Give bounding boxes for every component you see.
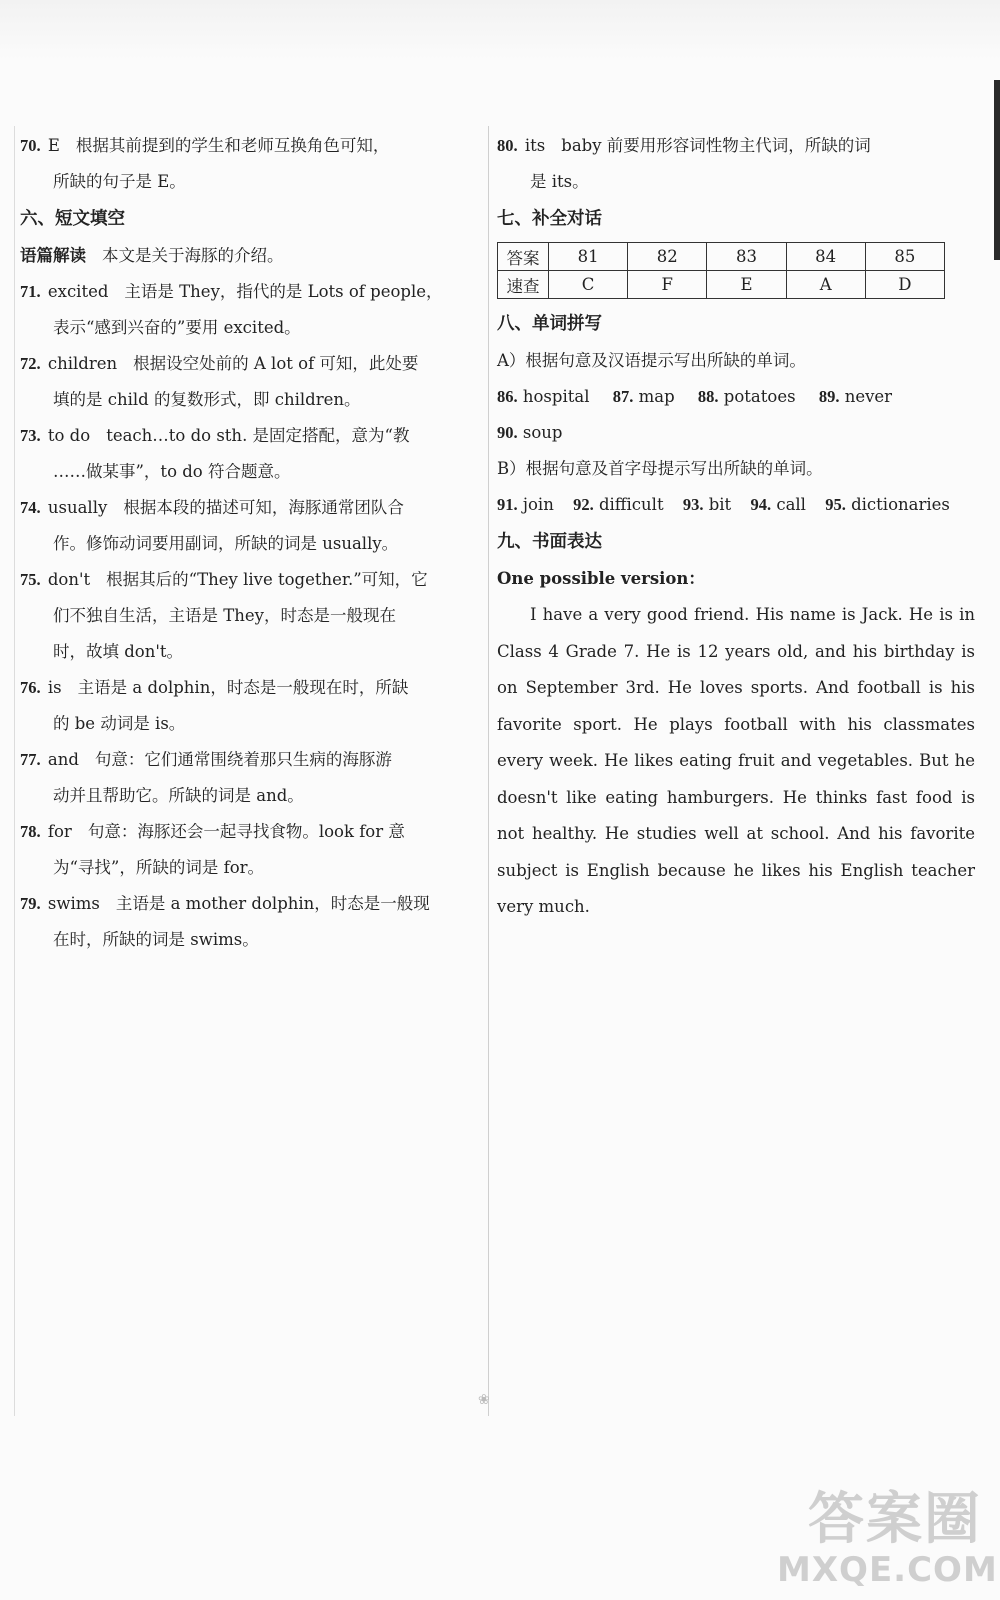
item-number: 86. bbox=[497, 387, 518, 406]
item-explanation-cont: 们不独自生活，主语是 They，时态是一般现在 bbox=[53, 606, 396, 625]
word-answers-a-cont bbox=[497, 415, 975, 451]
section-heading-9: 九、书面表达 bbox=[497, 532, 602, 552]
item-explanation-cont: 为“寻找”，所缺的词是 for。 bbox=[53, 858, 265, 877]
item-answer: its bbox=[524, 136, 546, 155]
item-explanation: 根据其前提到的学生和老师互换角色可知， bbox=[75, 136, 390, 155]
word-answer bbox=[613, 387, 675, 406]
item-number: 92. bbox=[573, 495, 594, 514]
table-row bbox=[498, 271, 945, 299]
item-explanation: 句意：海豚还会一起寻找食物。look for 意 bbox=[87, 822, 405, 841]
item-answer: children bbox=[47, 354, 118, 373]
word-answers-a bbox=[497, 379, 975, 415]
item-answer: swims bbox=[47, 894, 100, 913]
item-answer: join bbox=[522, 495, 554, 514]
word-answer bbox=[573, 495, 664, 514]
answer-item-79 bbox=[20, 886, 482, 958]
table-cell-answer: E bbox=[707, 271, 786, 299]
item-number: 95. bbox=[825, 495, 846, 514]
item-answer: difficult bbox=[598, 495, 664, 514]
item-explanation-cont: 是 its。 bbox=[530, 172, 589, 191]
word-answer bbox=[819, 387, 892, 406]
word-answer bbox=[825, 495, 950, 514]
answer-item-75 bbox=[20, 562, 482, 670]
item-number: 71. bbox=[20, 282, 41, 301]
item-number: 77. bbox=[20, 750, 41, 769]
reading-intro bbox=[20, 238, 482, 274]
item-answer: call bbox=[776, 495, 806, 514]
part-b-instruction: B）根据句意及首字母提示写出所缺的单词。 bbox=[497, 459, 823, 478]
table-row-label: 答案 bbox=[498, 243, 549, 271]
item-explanation: baby 前要用形容词性物主代词，所缺的词 bbox=[561, 136, 871, 155]
table-cell-answer: F bbox=[628, 271, 707, 299]
item-number: 75. bbox=[20, 570, 41, 589]
item-explanation-cont: 填的是 child 的复数形式，即 children。 bbox=[53, 390, 361, 409]
table-cell-answer: C bbox=[549, 271, 628, 299]
answer-item-77 bbox=[20, 742, 482, 814]
version-label: One possible version： bbox=[497, 569, 705, 588]
item-number: 90. bbox=[497, 423, 518, 442]
item-explanation: 根据本段的描述可知，海豚通常团队合 bbox=[123, 498, 404, 517]
item-answer: don't bbox=[47, 570, 91, 589]
word-answer bbox=[698, 387, 796, 406]
item-explanation: 句意：它们通常围绕着那只生病的海豚游 bbox=[94, 750, 392, 769]
reading-label: 语篇解读 bbox=[20, 246, 86, 265]
answer-item-71 bbox=[20, 274, 482, 346]
word-answer bbox=[497, 495, 554, 514]
item-number: 74. bbox=[20, 498, 41, 517]
answer-list bbox=[20, 274, 482, 958]
item-explanation-cont: 表示“感到兴奋的”要用 excited。 bbox=[53, 318, 301, 337]
table-cell-answer: D bbox=[865, 271, 944, 299]
answer-item-74 bbox=[20, 490, 482, 562]
left-margin-line bbox=[14, 126, 15, 1416]
item-answer: E bbox=[47, 136, 60, 155]
table-cell-number: 82 bbox=[628, 243, 707, 271]
item-explanation: 根据其后的“They live together.”可知，它 bbox=[106, 570, 428, 589]
item-explanation-cont: 所缺的句子是 E。 bbox=[53, 172, 186, 191]
item-answer: to do bbox=[47, 426, 91, 445]
item-number: 87. bbox=[612, 387, 634, 406]
answer-item-72 bbox=[20, 346, 482, 418]
item-number: 89. bbox=[818, 387, 840, 406]
answer-quick-check-table bbox=[497, 242, 945, 299]
item-number: 88. bbox=[697, 387, 719, 406]
table-cell-number: 83 bbox=[707, 243, 786, 271]
watermark-logo bbox=[777, 1487, 998, 1598]
word-answer bbox=[683, 495, 731, 514]
watermark-text: 答案圈 bbox=[808, 1487, 982, 1552]
item-explanation-cont: ……做某事”，to do 符合题意。 bbox=[53, 462, 291, 481]
column-divider bbox=[488, 126, 489, 1416]
item-number: 70. bbox=[20, 136, 41, 155]
item-answer: is bbox=[47, 678, 62, 697]
item-explanation: 根据设空处前的 A lot of 可知，此处要 bbox=[133, 354, 419, 373]
table-row bbox=[498, 243, 945, 271]
page-ornament: ❀ bbox=[478, 1392, 490, 1408]
item-explanation: 主语是 They，指代的是 Lots of people， bbox=[124, 282, 443, 301]
item-answer: never bbox=[844, 387, 893, 406]
item-explanation: teach…to do sth. 是固定搭配，意为“教 bbox=[106, 426, 410, 445]
book-spine-edge bbox=[994, 80, 1000, 260]
item-answer: soup bbox=[522, 423, 563, 442]
item-number: 73. bbox=[20, 426, 41, 445]
table-cell-answer: A bbox=[786, 271, 865, 299]
section-heading-7: 七、补全对话 bbox=[497, 209, 602, 229]
table-cell-number: 84 bbox=[786, 243, 865, 271]
item-explanation-cont: 作。修饰动词要用副词，所缺的词是 usually。 bbox=[53, 534, 399, 553]
item-answer: map bbox=[638, 387, 675, 406]
answer-item-80 bbox=[497, 128, 975, 200]
section-heading-8: 八、单词拼写 bbox=[497, 314, 602, 334]
item-number: 72. bbox=[20, 354, 41, 373]
sample-essay: I have a very good friend. His name is Jack. He is in Class 4 Grade 7. He is 12 years old, and his birthday is on September 3rd. He loves sports. And football is his favorite sport. He plays football with his classmates every week. He likes eating fruit and vegetables. But he doesn't like eating hamburgers. He thinks fast food is not healthy. He studies well at school. And his favorite subject is English because he likes his English teacher very much. bbox=[497, 605, 975, 916]
item-answer: usually bbox=[47, 498, 108, 517]
item-answer: potatoes bbox=[723, 387, 796, 406]
item-explanation-cont: 动并且帮助它。所缺的词是 and。 bbox=[53, 786, 304, 805]
word-answers-b bbox=[497, 487, 975, 523]
table-row-label: 速查 bbox=[498, 271, 549, 299]
right-column bbox=[497, 128, 975, 926]
item-number: 78. bbox=[20, 822, 41, 841]
item-explanation-cont: 在时，所缺的词是 swims。 bbox=[53, 930, 259, 949]
item-explanation: 主语是 a mother dolphin，时态是一般现 bbox=[115, 894, 430, 913]
item-number: 91. bbox=[497, 495, 518, 514]
item-number: 76. bbox=[20, 678, 41, 697]
item-answer: excited bbox=[47, 282, 109, 301]
table-cell-number: 81 bbox=[549, 243, 628, 271]
item-number: 80. bbox=[497, 136, 518, 155]
answer-item-76 bbox=[20, 670, 482, 742]
watermark-url: MXQE.COM bbox=[777, 1550, 998, 1590]
item-answer: dictionaries bbox=[851, 495, 950, 514]
answer-item-70 bbox=[20, 128, 482, 200]
item-answer: for bbox=[47, 822, 72, 841]
item-number: 79. bbox=[20, 894, 41, 913]
item-explanation-cont: 的 be 动词是 is。 bbox=[53, 714, 186, 733]
word-answer bbox=[750, 495, 806, 514]
left-column bbox=[20, 128, 482, 958]
reading-text: 本文是关于海豚的介绍。 bbox=[102, 246, 284, 265]
item-explanation-cont: 时，故填 don't。 bbox=[53, 642, 184, 661]
item-number: 94. bbox=[750, 495, 772, 514]
section-heading-6: 六、短文填空 bbox=[20, 209, 125, 229]
item-answer: bit bbox=[708, 495, 732, 514]
word-answer bbox=[497, 387, 590, 406]
item-number: 93. bbox=[682, 495, 704, 514]
page-top-shade bbox=[0, 0, 1000, 60]
part-a-instruction: A）根据句意及汉语提示写出所缺的单词。 bbox=[497, 351, 806, 370]
item-answer: hospital bbox=[522, 387, 590, 406]
word-answer bbox=[497, 423, 562, 442]
answer-item-78 bbox=[20, 814, 482, 886]
item-explanation: 主语是 a dolphin，时态是一般现在时，所缺 bbox=[77, 678, 409, 697]
table-cell-number: 85 bbox=[865, 243, 944, 271]
answer-item-73 bbox=[20, 418, 482, 490]
item-answer: and bbox=[47, 750, 79, 769]
